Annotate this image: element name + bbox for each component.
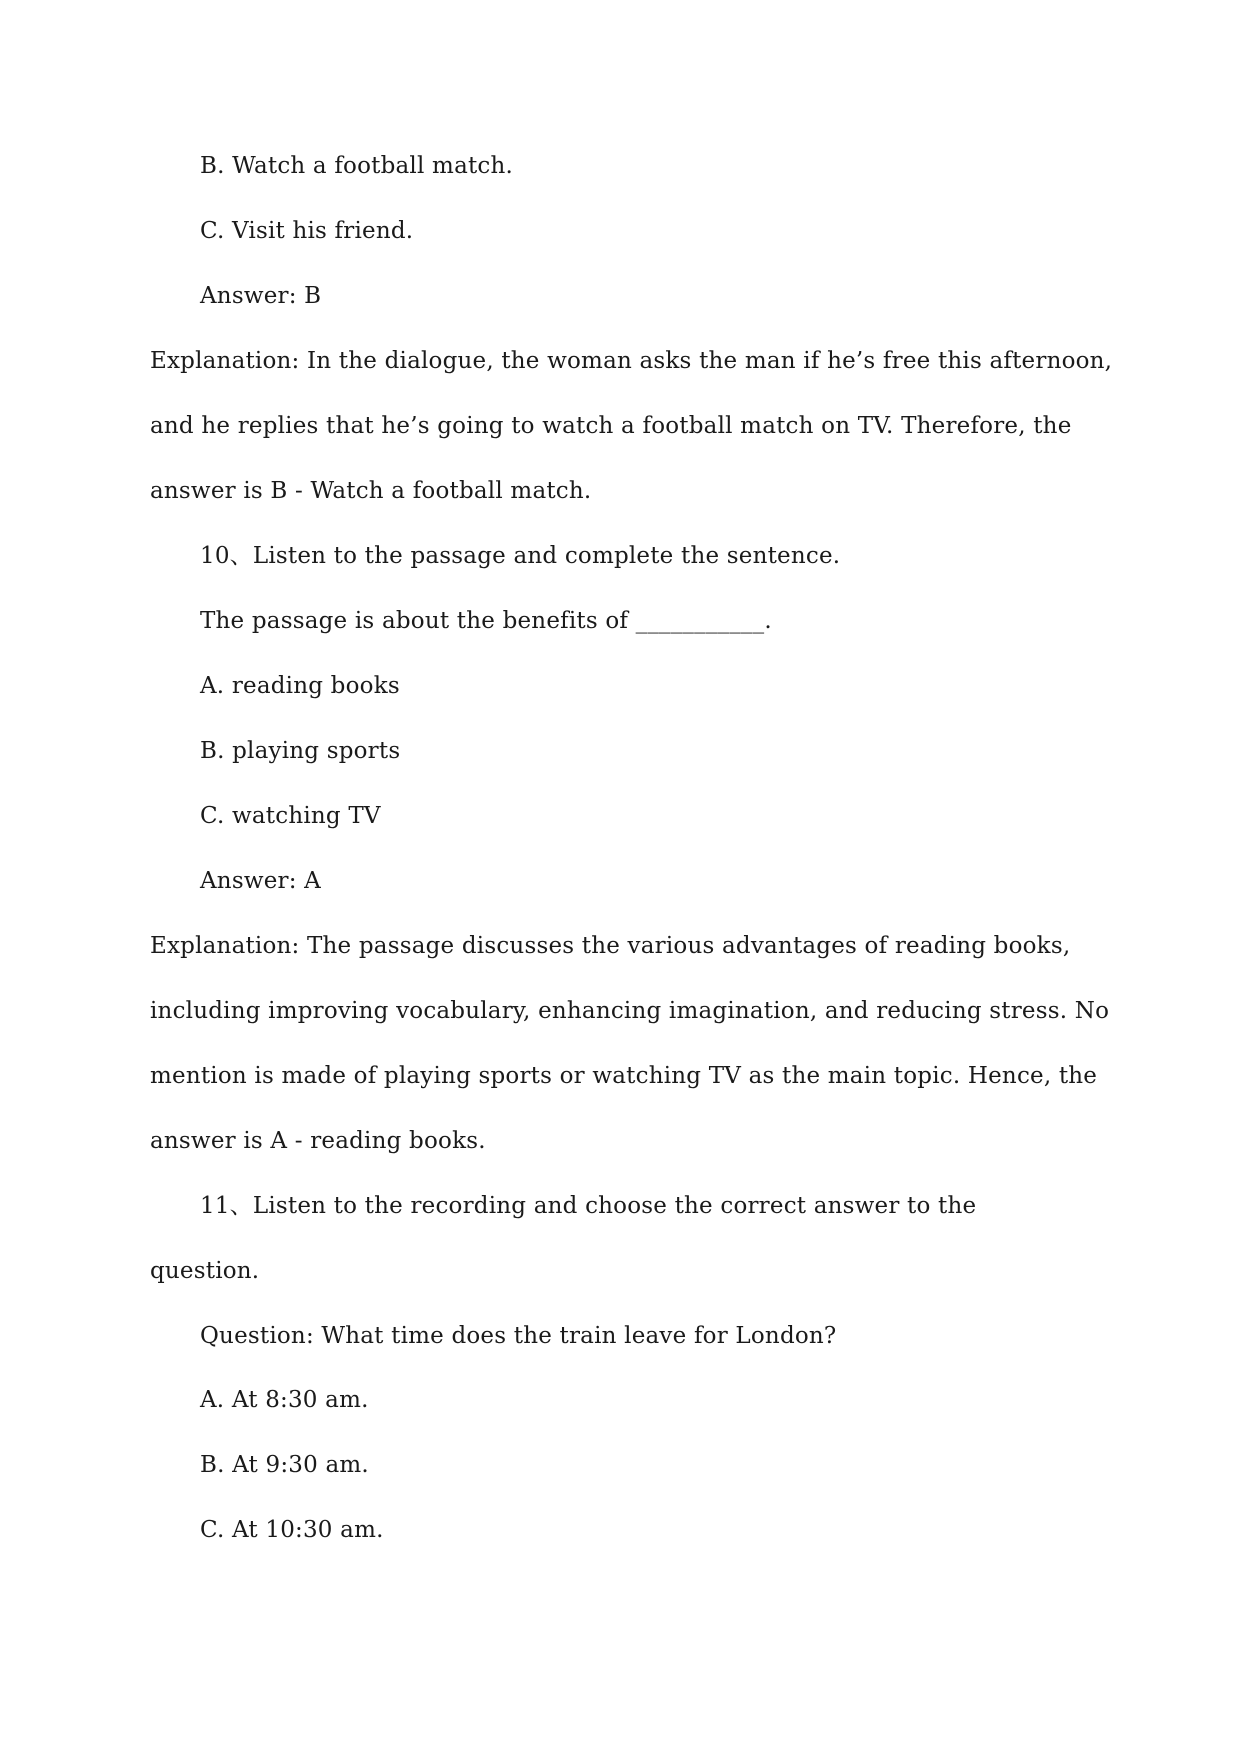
q10-answer: Answer: A — [200, 868, 321, 894]
q11-option-c: C. At 10:30 am. — [200, 1517, 384, 1543]
q11-option-b: B. At 9:30 am. — [200, 1452, 369, 1478]
q11-option-a: A. At 8:30 am. — [200, 1387, 369, 1413]
q9-option-b: B. Watch a football match. — [200, 153, 514, 179]
q10-option-c: C. watching TV — [200, 803, 381, 829]
q10-explanation-line-3: mention is made of playing sports or watching TV as the main topic. Hence, the — [150, 1063, 1098, 1089]
q9-answer: Answer: B — [200, 283, 322, 309]
q10-sentence: The passage is about the benefits of ___________. — [200, 608, 772, 634]
q10-explanation-line-2: including improving vocabulary, enhancing imagination, and reducing stress. No — [150, 998, 1110, 1024]
q9-explanation-line-3: answer is B - Watch a football match. — [150, 478, 592, 504]
q10-prompt: 10、Listen to the passage and complete the sentence. — [200, 543, 841, 569]
q10-option-a: A. reading books — [200, 673, 400, 699]
q9-explanation-line-1: Explanation: In the dialogue, the woman asks the man if he’s free this afternoon, — [150, 348, 1113, 374]
q11-question: Question: What time does the train leave for London? — [200, 1323, 837, 1349]
q10-explanation-line-1: Explanation: The passage discusses the various advantages of reading books, — [150, 933, 1071, 959]
q11-prompt-line-2: question. — [150, 1258, 260, 1284]
q9-option-c: C. Visit his friend. — [200, 218, 414, 244]
q10-option-b: B. playing sports — [200, 738, 401, 764]
q9-explanation-line-2: and he replies that he’s going to watch a football match on TV. Therefore, the — [150, 413, 1072, 439]
q10-explanation-line-4: answer is A - reading books. — [150, 1128, 486, 1154]
q11-prompt-line-1: 11、Listen to the recording and choose the correct answer to the — [200, 1193, 977, 1219]
